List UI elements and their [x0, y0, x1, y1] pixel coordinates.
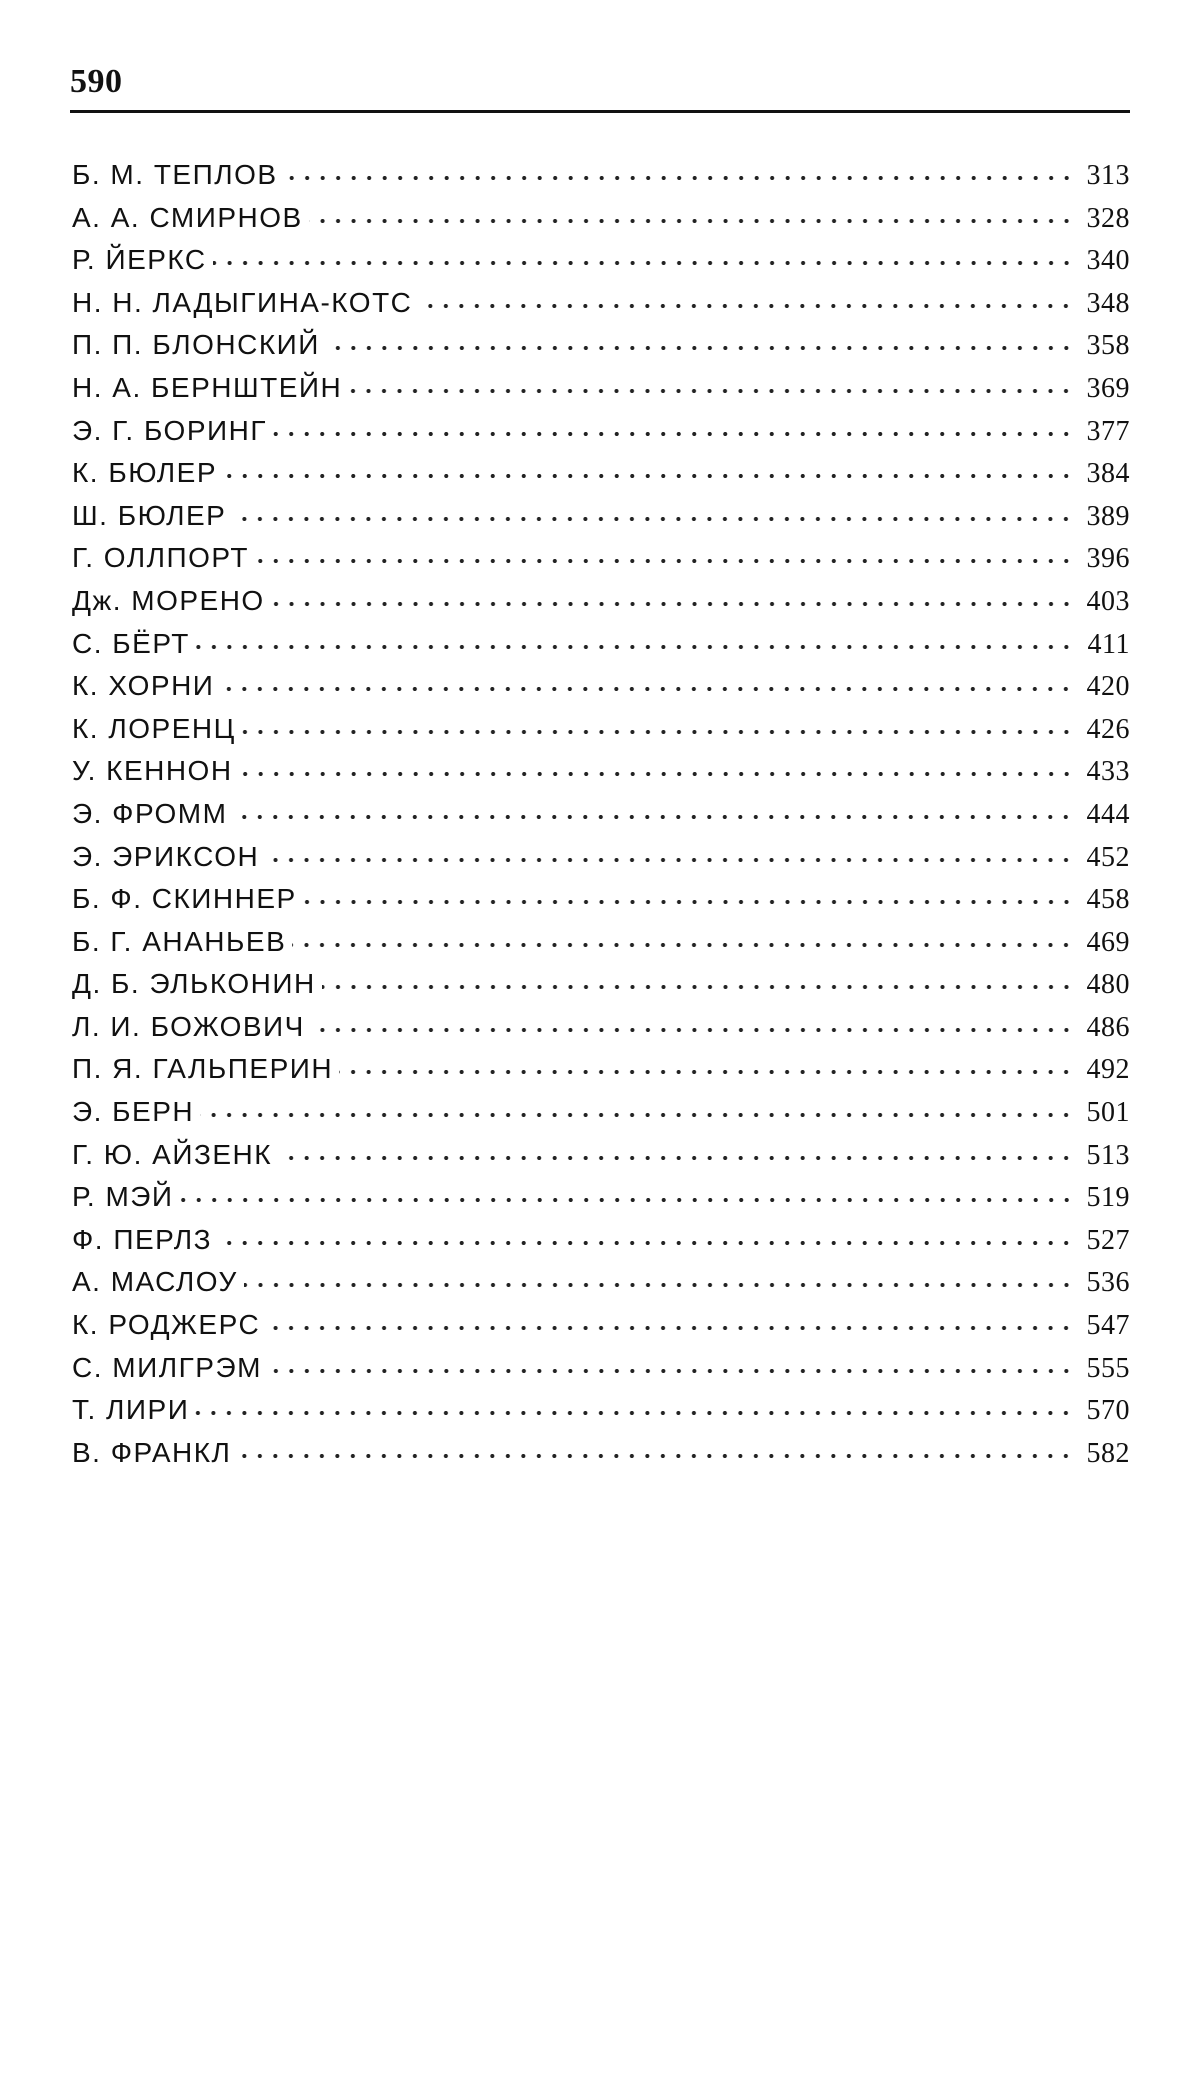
toc-entry-page: 403	[1086, 585, 1130, 617]
dot-leader	[200, 1109, 1074, 1121]
toc-entry[interactable]	[72, 1006, 1130, 1049]
toc-entry-name: Ш. БЮЛЕР	[72, 499, 227, 531]
toc-entry-name: К. ХОРНИ	[72, 670, 215, 702]
toc-entry-name: Э. БЕРН	[72, 1096, 195, 1128]
toc-entry[interactable]	[72, 1219, 1130, 1262]
toc-entry[interactable]	[72, 537, 1130, 580]
toc-entry-page: 426	[1086, 713, 1130, 745]
page-number: 590	[70, 63, 123, 100]
toc-entry[interactable]	[72, 793, 1130, 836]
toc-entry-name: Г. ОЛЛПОРТ	[72, 542, 249, 574]
dot-leader	[322, 981, 1074, 993]
dot-leader	[311, 1024, 1074, 1036]
dot-leader	[218, 1237, 1074, 1249]
toc-entry-name: С. БЁРТ	[72, 627, 190, 659]
dot-leader	[237, 1450, 1074, 1462]
dot-leader	[271, 598, 1074, 610]
toc-entry[interactable]	[72, 580, 1130, 623]
toc-entry[interactable]	[72, 1134, 1130, 1177]
toc-entry[interactable]	[72, 963, 1130, 1006]
toc-entry-name: К. БЮЛЕР	[72, 457, 217, 489]
toc-entry-page: 458	[1086, 884, 1130, 916]
toc-entry-name: Б. Ф. СКИННЕР	[72, 883, 297, 915]
toc-entry-page: 369	[1086, 372, 1130, 404]
toc-entry-page: 358	[1086, 330, 1130, 362]
toc-entry-page: 555	[1086, 1352, 1130, 1384]
toc-entry[interactable]	[72, 154, 1130, 197]
toc-entry-page: 389	[1086, 500, 1130, 532]
dot-leader	[196, 641, 1074, 653]
toc-entry[interactable]	[72, 878, 1130, 921]
toc-entry[interactable]	[72, 197, 1130, 240]
dot-leader	[180, 1194, 1074, 1206]
dot-leader	[303, 896, 1074, 908]
toc-entry-page: 492	[1086, 1054, 1130, 1086]
dot-leader	[348, 385, 1074, 397]
toc-entry-page: 501	[1086, 1097, 1130, 1129]
toc-entry-name: В. ФРАНКЛ	[72, 1436, 232, 1468]
toc-entry-name: Н. Н. ЛАДЫГИНА-КОТС	[72, 286, 413, 318]
toc-entry-page: 519	[1086, 1182, 1130, 1214]
toc-entry[interactable]	[72, 1347, 1130, 1390]
toc-entry[interactable]	[72, 324, 1130, 367]
toc-entry[interactable]	[72, 1389, 1130, 1432]
toc-entry-name: Р. ЙЕРКС	[72, 244, 207, 276]
toc-entry-name: Дж. МОРЕНО	[72, 584, 265, 616]
dot-leader	[292, 939, 1074, 951]
dot-leader	[233, 811, 1074, 823]
toc-entry-name: У. КЕННОН	[72, 755, 233, 787]
dot-leader	[268, 1365, 1074, 1377]
toc-entry-page: 377	[1086, 415, 1130, 447]
toc-entry[interactable]	[72, 1304, 1130, 1347]
dot-leader	[242, 726, 1074, 738]
toc-entry[interactable]	[72, 1176, 1130, 1219]
toc-entry-page: 396	[1086, 543, 1130, 575]
toc-entry-name: С. МИЛГРЭМ	[72, 1351, 262, 1383]
toc-entry[interactable]	[72, 1261, 1130, 1304]
toc-entry-name: Б. М. ТЕПЛОВ	[72, 159, 278, 190]
toc-entry-name: Ф. ПЕРЛЗ	[72, 1223, 213, 1255]
toc-entry-page: 469	[1086, 926, 1130, 958]
toc-entry[interactable]	[72, 495, 1130, 538]
toc-entry-page: 348	[1086, 287, 1130, 319]
toc-entry-name: Э. ЭРИКСОН	[72, 840, 260, 872]
toc-entry[interactable]	[72, 623, 1130, 666]
toc-entry[interactable]	[72, 1432, 1130, 1475]
toc-entry-page: 570	[1086, 1395, 1130, 1427]
toc-entry-page: 527	[1086, 1224, 1130, 1256]
toc-entry-page: 547	[1086, 1310, 1130, 1342]
toc-entry-page: 452	[1086, 841, 1130, 873]
toc-entry-name: Д. Б. ЭЛЬКОНИН	[72, 968, 316, 1000]
toc-entry[interactable]	[72, 1048, 1130, 1091]
toc-entry-name: К. РОДЖЕРС	[72, 1309, 261, 1341]
dot-leader	[418, 300, 1074, 312]
toc-entry-name: Э. Г. БОРИНГ	[72, 414, 268, 446]
page-header	[70, 58, 1130, 113]
toc-entry-name: Э. ФРОММ	[72, 797, 228, 829]
toc-entry-name: Г. Ю. АЙЗЕНК	[72, 1138, 273, 1170]
dot-leader	[223, 470, 1074, 482]
dot-leader	[309, 215, 1074, 227]
toc-entry-page: 486	[1086, 1011, 1130, 1043]
toc-entry-name: Н. А. БЕРНШТЕЙН	[72, 371, 343, 403]
dot-leader	[220, 683, 1074, 695]
toc-entry-page: 480	[1086, 969, 1130, 1001]
dot-leader	[244, 1279, 1074, 1291]
toc-entry-name: К. ЛОРЕНЦ	[72, 712, 236, 744]
toc-entry[interactable]	[72, 1091, 1130, 1134]
toc-entry[interactable]	[72, 708, 1130, 751]
toc-entry[interactable]	[72, 921, 1130, 964]
toc-entry-page: 420	[1086, 671, 1130, 703]
toc-entry[interactable]	[72, 239, 1130, 282]
toc-entry-name: А. А. СМИРНОВ	[72, 201, 303, 233]
toc-entry[interactable]	[72, 665, 1130, 708]
dot-leader	[266, 1322, 1074, 1334]
toc-entry-name: А. МАСЛОУ	[72, 1266, 238, 1298]
dot-leader	[278, 1152, 1074, 1164]
dot-leader	[326, 342, 1074, 354]
dot-leader	[265, 854, 1074, 866]
dot-leader	[255, 555, 1074, 567]
toc-entry-page: 582	[1086, 1437, 1130, 1469]
dot-leader	[273, 428, 1074, 440]
toc-entry-page: 433	[1086, 756, 1130, 788]
toc-entry-page: 384	[1086, 458, 1130, 490]
toc-entry-page: 328	[1086, 202, 1130, 234]
toc-entry-name: Л. И. БОЖОВИЧ	[72, 1010, 305, 1042]
dot-leader	[284, 172, 1074, 184]
toc-entry-page: 513	[1086, 1139, 1130, 1171]
toc-entry[interactable]	[72, 282, 1130, 325]
toc-entry[interactable]	[72, 750, 1130, 793]
dot-leader	[213, 257, 1074, 269]
toc-entry-name: П. П. БЛОНСКИЙ	[72, 329, 320, 361]
toc-entry[interactable]	[72, 367, 1130, 410]
dot-leader	[339, 1066, 1074, 1078]
table-of-contents	[72, 154, 1130, 1474]
toc-entry-page: 536	[1086, 1267, 1130, 1299]
toc-entry-page: 313	[1086, 160, 1130, 191]
toc-entry-name: Р. МЭЙ	[72, 1181, 174, 1213]
toc-entry-page: 411	[1087, 628, 1130, 660]
dot-leader	[195, 1407, 1074, 1419]
toc-entry[interactable]	[72, 836, 1130, 879]
dot-leader	[239, 768, 1074, 780]
toc-entry-name: Б. Г. АНАНЬЕВ	[72, 925, 287, 957]
dot-leader	[232, 513, 1074, 525]
toc-entry-page: 340	[1086, 245, 1130, 277]
toc-entry-page: 444	[1086, 798, 1130, 830]
toc-entry[interactable]	[72, 410, 1130, 453]
toc-entry[interactable]	[72, 452, 1130, 495]
toc-entry-name: П. Я. ГАЛЬПЕРИН	[72, 1053, 334, 1085]
toc-entry-name: Т. ЛИРИ	[72, 1394, 190, 1426]
